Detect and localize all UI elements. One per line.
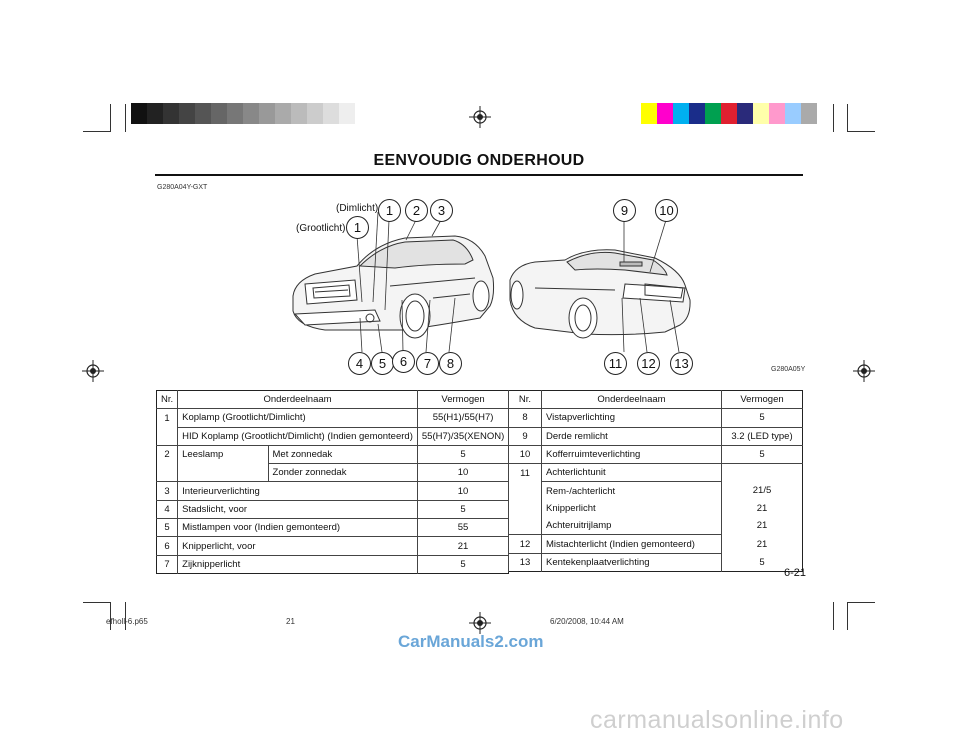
callout-number: 9 [613,199,636,222]
bulb-table-left [156,390,509,574]
table-row: 10 Kofferruimteverlichting 5 [509,445,803,463]
column-header: Nr. [509,391,542,409]
callout-number: 1 [346,216,369,239]
callout-number: 7 [416,352,439,375]
table-row: 9 Derde remlicht 3.2 (LED type) [509,427,803,445]
column-header: Onderdeelnaam [178,391,418,409]
page-number: 6-21 [784,567,807,579]
page-title: EENVOUDIG ONDERHOUD [373,152,585,169]
table-row: 13 Kentekenplaatverlichting 5 [509,553,803,571]
watermark-top: CarManuals2.com [398,632,544,651]
footer-page: 21 [286,617,295,626]
callout-number: 12 [637,352,660,375]
watermark-bottom: carmanualsonline.info [590,706,844,734]
callout-number: 1 [378,199,401,222]
callout-number: 13 [670,352,693,375]
dimlicht-label: (Dimlicht) [336,203,379,214]
callout-number: 6 [392,350,415,373]
grootlicht-label: (Grootlicht) [296,223,346,234]
footer-file: efholl-6.p65 [106,617,148,626]
column-header: Vermogen [417,391,508,409]
table-row: 2 Leeslamp Met zonnedak 5 [157,445,509,463]
table-row: Zonder zonnedak 10 [157,464,509,482]
table-row: 7 Zijknipperlicht 5 [157,555,509,573]
table-row: 6 Knipperlicht, voor 21 [157,537,509,555]
callout-number: 8 [439,352,462,375]
callout-number: 5 [371,352,394,375]
callout-number: 2 [405,199,428,222]
table-row: 5 Mistlampen voor (Indien gemonteerd) 55 [157,519,509,537]
figure-code-left: G280A04Y-GXT [157,184,208,191]
column-header: Nr. [161,394,174,406]
callout-number: 10 [655,199,678,222]
callout-number: 4 [348,352,371,375]
table-row: 4 Stadslicht, voor 5 [157,500,509,518]
bulb-table-right [508,390,803,572]
column-header: Onderdeelnaam [542,391,722,409]
table-row: 11 Achterlichtunit [509,464,803,482]
callout-number: 3 [430,199,453,222]
column-header: Vermogen [722,391,803,409]
table-row: HID Koplamp (Grootlicht/Dimlicht) (Indien gemonteerd) 55(H7)/35(XENON) [157,427,509,445]
table-row: Knipperlicht 21 [509,500,803,517]
table-row: 12 Mistachterlicht (Indien gemonteerd) 21 [509,535,803,553]
table-row: 8 Vistapverlichting 5 [509,409,803,427]
callout-number: 11 [604,352,627,375]
table-row: 3 Interieurverlichting 10 [157,482,509,500]
footer-date: 6/20/2008, 10:44 AM [550,617,624,626]
table-row: Rem-/achterlicht 21/5 [509,482,803,500]
table-row: Achteruitrijlamp 21 [509,517,803,535]
table-row: 1 Koplamp (Grootlicht/Dimlicht) 55(H1)/55(H7) [157,409,509,427]
figure-code-right: G280A05Y [771,366,806,373]
